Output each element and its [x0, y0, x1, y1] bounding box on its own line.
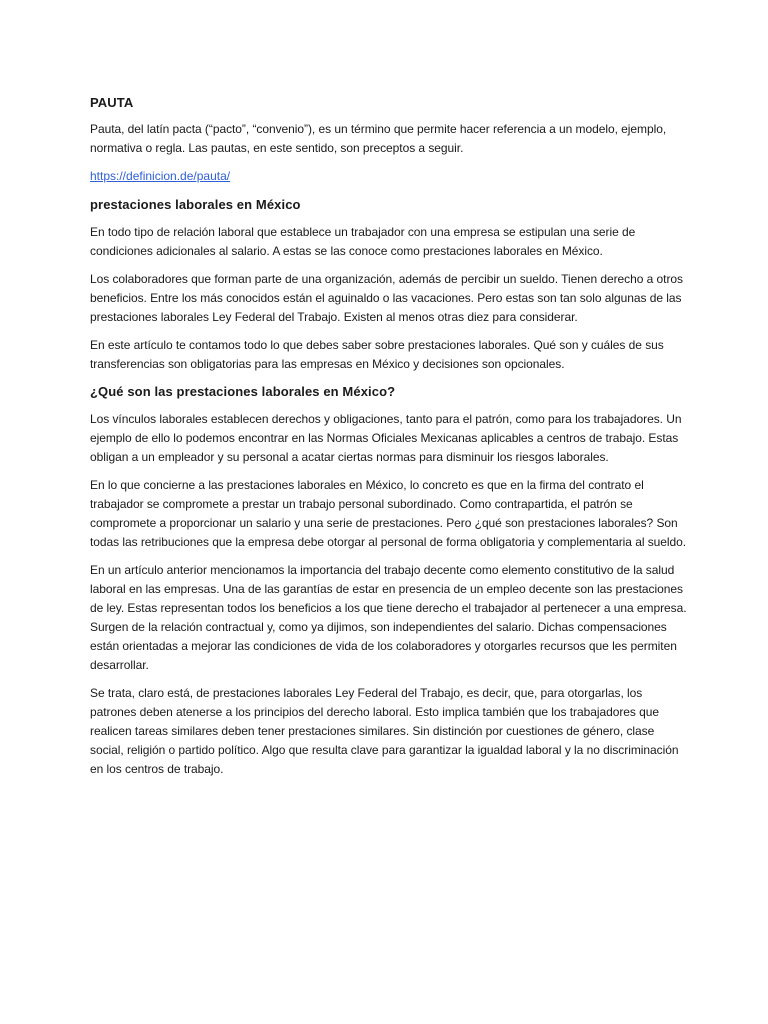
- paragraph-5: En lo que concierne a las prestaciones laborales en México, lo concreto es que en la firma del contrato el trabajador se compromete a prestar un trabajo personal subordinado. Como contrapartida, el patrón se compromete a proporcionar un salario y una serie de prestaciones. Pero ¿qué son prestaciones laborales? Son todas las retribuciones que la empresa debe otorgar al personal de forma obligatoria y complementaria al sueldo.: [90, 478, 687, 549]
- paragraph-pauta-definition: Pauta, del latín pacta (“pacto”, “convenio”), es un término que permite hacer referencia a un modelo, ejemplo, normativa o regla. Las pautas, en este sentido, son preceptos a seguir.: [90, 122, 667, 155]
- source-link[interactable]: https://definicion.de/pauta/: [90, 169, 231, 183]
- paragraph-1: En todo tipo de relación laboral que establece un trabajador con una empresa se estipulan una serie de condiciones adicionales al salario. A estas se las conoce como prestaciones laborales en México.: [90, 225, 636, 258]
- paragraph-4: Los vínculos laborales establecen derechos y obligaciones, tanto para el patrón, como para los trabajadores. Un ejemplo de ello lo podemos encontrar en las Normas Oficiales Mexicanas aplicables a centros de trabajo. Estas obligan a un empleador y su personal a acatar ciertas normas para disminuir los riesgos laborales.: [90, 412, 682, 464]
- paragraph-7: Se trata, claro está, de prestaciones laborales Ley Federal del Trabajo, es decir, que, para otorgarlas, los patrones deben atenerse a los principios del derecho laboral. Esto implica también que los trabajadores que realicen tareas similares deben tener prestaciones similares. Sin distinción por cuestiones de género, clase social, religión o partido político. Algo que resulta clave para garantizar la igualdad laboral y la no discriminación en los centros de trabajo.: [90, 686, 679, 776]
- heading-pauta: PAUTA: [90, 95, 134, 110]
- paragraph-2: Los colaboradores que forman parte de una organización, además de percibir un sueldo. Tienen derecho a otros beneficios. Entre los más conocidos están el aguinaldo o las vacaciones. Pero estas son tan solo algunas de las prestaciones laborales Ley Federal del Trabajo. Existen al menos otras diez para considerar.: [90, 272, 683, 324]
- document-page: [90, 94, 688, 788]
- heading-que-son: ¿Qué son las prestaciones laborales en México?: [90, 384, 396, 399]
- heading-prestaciones: prestaciones laborales en México: [90, 197, 301, 212]
- paragraph-3: En este artículo te contamos todo lo que debes saber sobre prestaciones laborales. Qué son y cuáles de sus transferencias son obligatorias para las empresas en México y decisiones son opcionales.: [90, 338, 664, 371]
- paragraph-6: En un artículo anterior mencionamos la importancia del trabajo decente como elemento constitutivo de la salud laboral en las empresas. Una de las garantías de estar en presencia de un empleo decente son las prestaciones de ley. Estas representan todos los beneficios a los que tiene derecho el trabajador al pertenecer a una empresa. Surgen de la relación contractual y, como ya dijimos, son independientes del salario. Dichas compensaciones están orientadas a mejorar las condiciones de vida de los colaboradores y otorgarles recursos que les permiten desarrollar.: [90, 563, 687, 672]
